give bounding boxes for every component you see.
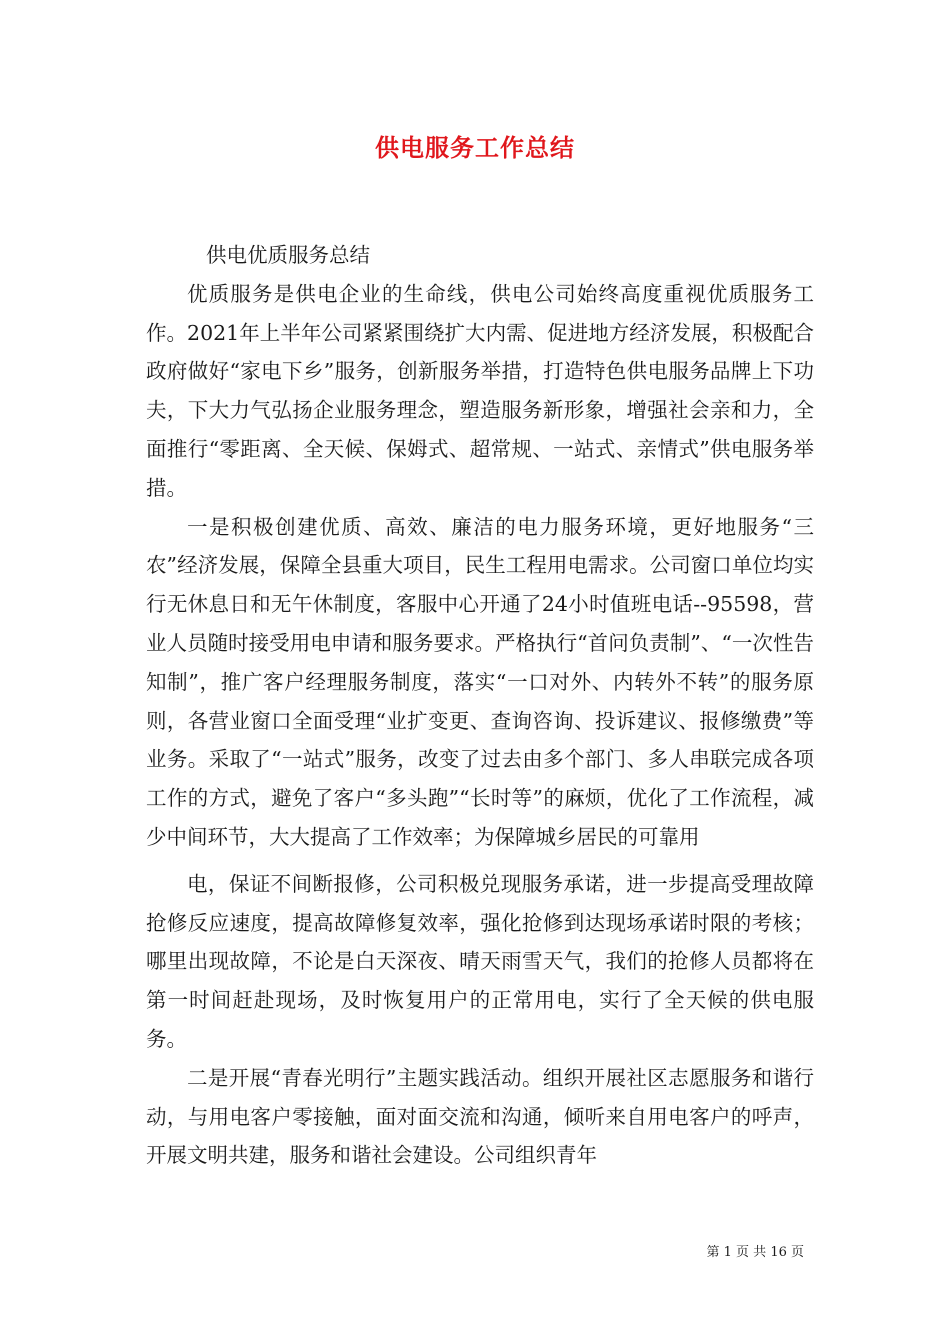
paragraph-point-two: 二是开展“青春光明行”主题实践活动。组织开展社区志愿服务和谐行动，与用电客户零接触，面对面交流和沟通，倾听来自用电客户的呼声，开展文明共建，服务和谐社会建设。公司组织青年 (146, 1065, 814, 1168)
page-number-footer: 第 1 页 共 16 页 (706, 1245, 804, 1260)
document-subtitle: 供电优质服务总结 (206, 243, 370, 267)
document-title: 供电服务工作总结 (375, 134, 575, 162)
paragraph-point-one: 一是积极创建优质、高效、廉洁的电力服务环境，更好地服务“三农”经济发展，保障全县重大项目，民生工程用电需求。公司窗口单位均实行无休息日和无午休制度，客服中心开通了24小时值班电话--95598，营业人员随时接受用电申请和服务要求。严格执行“首问负责制”、“一次性告知制”，推广客户经理服务制度，落实“一口对外、内转外不转”的服务原则，各营业窗口全面受理“业扩变更、查询咨询、投诉建议、报修缴费”等业务。采取了“一站式”服务，改变了过去由多个部门、多人串联完成各项工作的方式，避免了客户“多头跑”“长时等”的麻烦，优化了工作流程，减少中间环节，大大提高了工作效率；为保障城乡居民的可靠用 (146, 514, 814, 849)
document-body (146, 236, 814, 1175)
paragraph-intro: 优质服务是供电企业的生命线，供电公司始终高度重视优质服务工作。2021年上半年公司紧紧围绕扩大内需、促进地方经济发展，积极配合政府做好“家电下乡”服务，创新服务举措，打造特色供电服务品牌上下功夫，下大力气弘扬企业服务理念，塑造服务新形象，增强社会亲和力，全面推行“零距离、全天候、保姆式、超常规、一站式、亲情式”供电服务举措。 (146, 281, 814, 500)
paragraph-point-one-continued: 电，保证不间断报修，公司积极兑现服务承诺，进一步提高受理故障抢修反应速度，提高故障修复效率，强化抢修到达现场承诺时限的考核；哪里出现故障，不论是白天深夜、晴天雨雪天气，我们的抢修人员都将在第一时间赶赴现场，及时恢复用户的正常用电，实行了全天候的供电服务。 (146, 871, 814, 1051)
